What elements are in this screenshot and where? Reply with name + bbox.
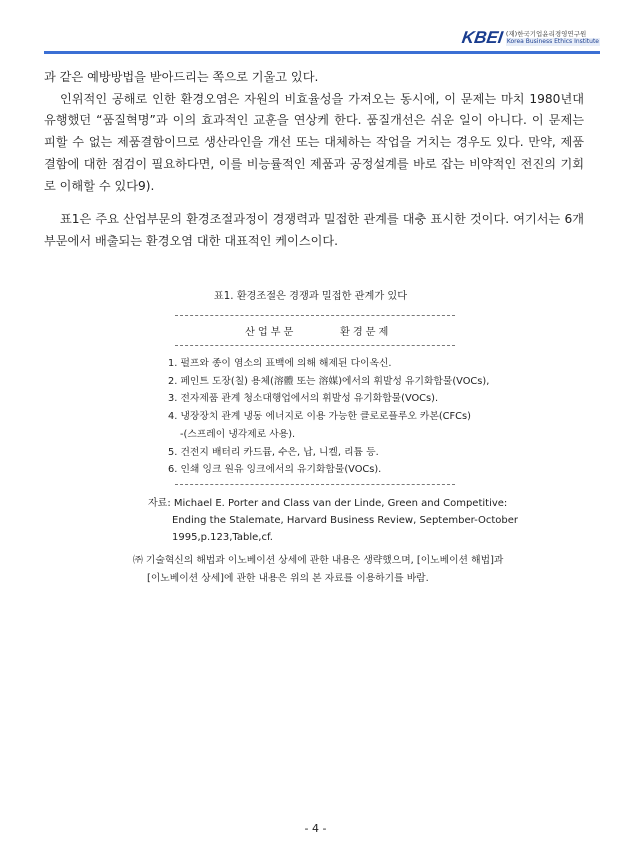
note-line-2: [이노베이션 상세]에 관한 내용은 위의 본 자료를 이용하기를 바람. <box>147 572 429 584</box>
table-item-6: 6. 인쇄 잉크 원유 잉크에서의 유기화합물(VOCs). <box>168 464 382 476</box>
paragraph-3: 표1은 주요 산업부문의 환경조절과정이 경쟁력과 밀접한 관계를 대충 표시한 것이다. 여기서는 6개 부문에서 배출되는 환경오염 대한 대표적인 케이스이다. <box>44 212 584 248</box>
logo-english-name: Korea Business Ethics Institute <box>506 38 599 45</box>
table-title: 표1. 환경조절은 경쟁과 밀접한 관계가 있다 <box>213 291 408 302</box>
table-item-3: 3. 전자제품 관계 청소대행업에서의 휘발성 유기화합물(VOCs). <box>168 393 439 405</box>
table-1 <box>0 287 631 584</box>
source-line-3: 1995,p.123,Table,cf. <box>172 532 273 543</box>
table-items <box>168 355 528 479</box>
paragraph-gap <box>44 197 584 209</box>
table-item-4: 4. 냉장장치 관계 냉동 에너지로 이용 가능한 클로로플루오 카본(CFCs) <box>168 411 471 423</box>
page-header <box>44 30 600 52</box>
body-text <box>44 67 584 253</box>
table-note <box>133 552 573 587</box>
logo-text <box>506 30 600 46</box>
column-header-industry: 산업부문 <box>245 327 297 338</box>
table-item-4-continuation: -(스프레이 냉각제로 사용). <box>180 428 296 440</box>
table-header-rule <box>175 345 455 346</box>
logo-mark: KBEI <box>460 28 505 47</box>
note-line-1: ㈜ 기술혁신의 해법과 이노베이션 상세에 관한 내용은 생략했으며, [이노베이션 해법]과 <box>133 555 504 566</box>
table-source <box>148 495 518 546</box>
table-item-2: 2. 페인트 도장(칠) 용체(溶體 또는 溶媒)에서의 휘발성 유기화합물(VOCs), <box>168 375 490 387</box>
table-top-rule <box>175 315 455 316</box>
table-item-1: 1. 펄프와 종이 염소의 표백에 의해 해제된 다이옥신. <box>168 358 392 369</box>
source-line-1: 자료: Michael E. Porter and Class van der Linde, Green and Competitive: <box>148 498 508 509</box>
source-line-2: Ending the Stalemate, Harvard Business Review, September-October <box>172 515 518 526</box>
paragraph-1: 과 같은 예방방법을 받아드리는 쪽으로 기울고 있다. <box>44 70 319 84</box>
column-header-issue: 환경문제 <box>340 327 392 338</box>
page-number: - 4 - <box>304 822 327 835</box>
kbei-logo <box>462 30 600 46</box>
table-item-5: 5. 건전지 배터리 카드뮴, 수은, 납, 니켈, 리튬 등. <box>168 446 379 458</box>
logo-korean-name: (재)한국기업윤리경영연구원 <box>505 30 587 38</box>
header-rule <box>44 51 600 54</box>
paragraph-2: 인위적인 공해로 인한 환경오염은 자원의 비효율성을 가져오는 동시에, 이 문제는 마치 1980년대 유행했던 “품질혁명”과 이의 효과적인 교훈을 연상케 한다. 품질개선은 쉬운 일이 아니다. 이 문제는 피할 수 없는 제품결함이므로 생산라인을 개선 또는 대체하는 작업을 거치는 경우도 있다. 만약, 제품결함에 대한 점검이 필요하다면, 이를 비능률적인 제품과 공정설계를 바로 잡는 비약적인 전진의 기회로 이해할 수 있다9). <box>44 91 584 193</box>
table-bottom-rule <box>175 484 455 485</box>
